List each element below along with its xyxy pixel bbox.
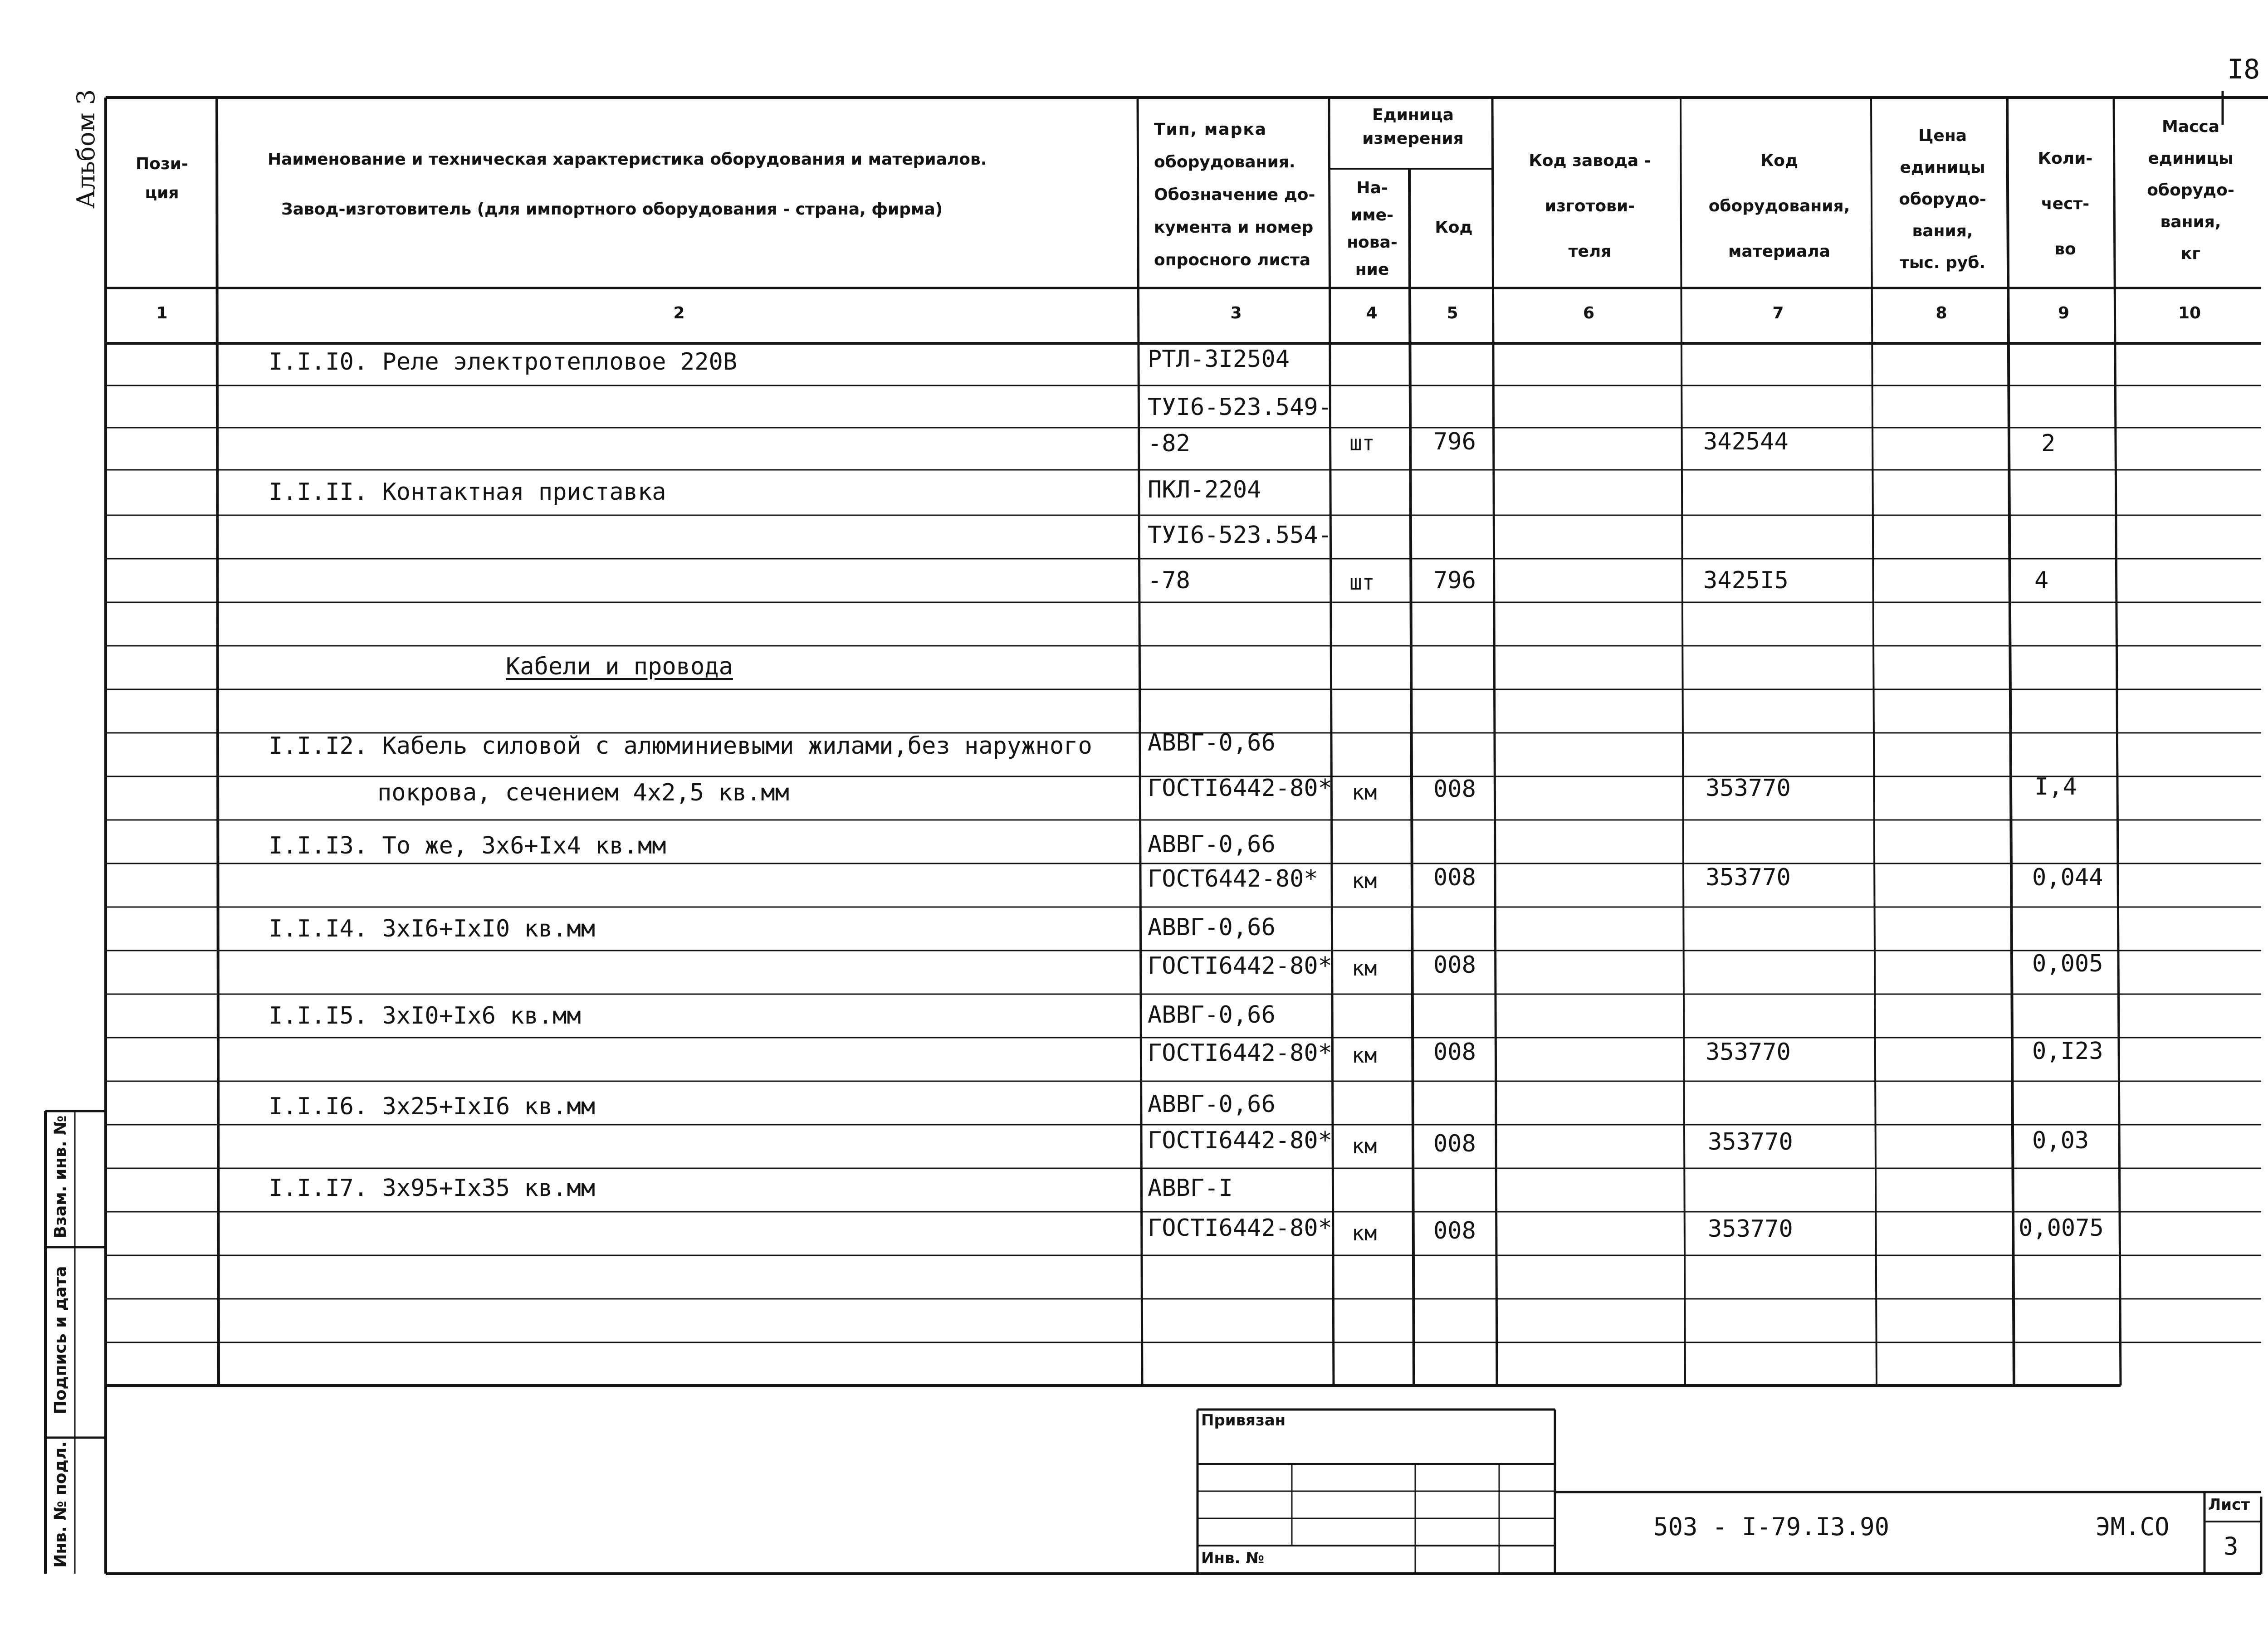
row-type: -78 [1148, 567, 1190, 594]
column-number: 10 [2178, 304, 2201, 322]
attached-label: Привязан [1201, 1411, 1286, 1429]
row-type: ГОСТ6442-80* [1148, 865, 1318, 893]
row-type: АВВГ-0,66 [1148, 831, 1276, 858]
row-quantity: I,4 [2034, 773, 2077, 800]
row-type: ТУI6-523.554- [1148, 522, 1332, 549]
header-unit-group: Единица измерения [1362, 106, 1464, 148]
row-name: I.I.I7. 3х95+Iх35 кв.мм [269, 1175, 596, 1202]
column-number: 6 [1583, 304, 1595, 322]
row-unit: км [1352, 1221, 1377, 1245]
sheet-number-top: I8 [2227, 54, 2260, 85]
sheet-label: Лист [2208, 1496, 2250, 1514]
row-unit: км [1352, 1043, 1377, 1068]
stamp-replace-inv: Взам. инв. № [51, 1115, 70, 1239]
row-material-code: 353770 [1706, 1039, 1791, 1066]
row-type: АВВГ-0,66 [1148, 1001, 1276, 1029]
row-name: I.I.I0. Реле электротепловое 220В [269, 348, 738, 376]
header-unit-code: Код [1435, 218, 1473, 237]
row-type: ГОСТI6442-80* [1148, 1039, 1332, 1067]
sheet-value: 3 [2224, 1532, 2239, 1561]
row-unit: шт [1349, 431, 1375, 455]
row-quantity: 4 [2034, 567, 2049, 594]
row-type: ГОСТI6442-80* [1148, 952, 1332, 980]
row-unit-code: 008 [1433, 951, 1476, 979]
row-unit-code: 796 [1433, 428, 1476, 455]
row-quantity: 0,I23 [2032, 1038, 2103, 1065]
row-material-code: 353770 [1708, 1215, 1793, 1243]
row-type: ГОСТI6442-80* [1148, 1215, 1332, 1242]
row-unit-code: 008 [1433, 776, 1476, 803]
row-quantity: 2 [2041, 430, 2056, 457]
row-material-code: 353770 [1706, 864, 1791, 891]
row-unit: км [1352, 1134, 1377, 1158]
document-code: 503 - I-79.I3.90 [1653, 1512, 1890, 1541]
row-material-code: 353770 [1708, 1128, 1793, 1156]
row-name: I.I.I3. То же, 3х6+Iх4 кв.мм [269, 832, 666, 859]
header-unit-name: На- име- нова- ние [1347, 179, 1398, 279]
column-number: 8 [1936, 304, 1947, 322]
section-title: Кабели и провода [506, 653, 733, 680]
header-price: Цена единицы оборудо- вания, тыс. руб. [1899, 127, 1986, 272]
column-number: 7 [1772, 304, 1784, 322]
album-label: Альбом 3 [72, 89, 100, 209]
column-number: 9 [2058, 304, 2070, 322]
row-type: АВВГ-0,66 [1148, 729, 1276, 756]
row-unit-code: 008 [1433, 1039, 1476, 1066]
column-number: 5 [1447, 304, 1458, 322]
row-type: ГОСТI6442-80* [1148, 775, 1332, 802]
row-type: РТЛ-3I2504 [1148, 346, 1290, 373]
column-number: 4 [1366, 304, 1378, 322]
row-unit: шт [1349, 570, 1375, 595]
row-unit-code: 008 [1433, 864, 1476, 891]
row-type: ПКЛ-2204 [1148, 476, 1261, 503]
row-quantity: 0,0075 [2019, 1215, 2104, 1242]
column-number: 1 [156, 304, 168, 322]
row-type: АВВГ-0,66 [1148, 914, 1276, 941]
header-quantity: Коли- чест- во [2038, 149, 2093, 259]
row-unit-code: 008 [1433, 1130, 1476, 1157]
row-unit: км [1352, 780, 1377, 805]
row-type: АВВГ-0,66 [1148, 1091, 1276, 1118]
row-name: I.I.I6. 3х25+IхI6 кв.мм [269, 1093, 596, 1120]
inventory-label: Инв. № [1201, 1549, 1265, 1567]
header-position: Пози- ция [136, 155, 188, 202]
row-type: АВВГ-I [1148, 1175, 1233, 1202]
row-type: ТУI6-523.549- [1148, 394, 1332, 421]
row-material-code: 342544 [1703, 428, 1789, 455]
stamp-original-inv: Инв. № подл. [51, 1441, 70, 1568]
row-material-code: 353770 [1706, 775, 1791, 802]
header-mass: Масса единицы оборудо- вания, кг [2147, 117, 2234, 263]
column-number: 2 [673, 304, 685, 322]
row-unit: км [1352, 956, 1377, 980]
row-name-continuation: покрова, сечением 4х2,5 кв.мм [377, 779, 789, 806]
header-type: Тип, марка оборудования. Обозначение до- кумента и номер опросного листа [1154, 120, 1315, 269]
row-name: I.I.I4. 3хI6+IхI0 кв.мм [269, 915, 596, 942]
row-type: ГОСТI6442-80* [1148, 1127, 1332, 1154]
row-unit-code: 008 [1433, 1217, 1476, 1244]
column-number: 3 [1230, 304, 1242, 322]
section-code: ЭМ.СО [2096, 1512, 2170, 1541]
row-unit-code: 796 [1433, 567, 1476, 594]
row-name: I.I.I5. 3хI0+Iх6 кв.мм [269, 1002, 581, 1029]
row-quantity: 0,005 [2032, 950, 2103, 977]
row-name: I.I.I2. Кабель силовой с алюминиевыми жилами,без наружного [269, 732, 1092, 760]
row-material-code: 3425I5 [1703, 567, 1789, 594]
header-plant-code: Код завода - изготови- теля [1529, 151, 1651, 261]
stamp-signature-date: Подпись и дата [51, 1266, 70, 1415]
row-quantity: 0,03 [2032, 1127, 2089, 1154]
row-type: -82 [1148, 430, 1190, 457]
header-material-code: Код оборудования, материала [1708, 151, 1850, 261]
row-name: I.I.II. Контактная приставка [269, 478, 666, 506]
header-name: Наименование и техническая характеристика оборудования и материалов. Завод-изготовитель (для импортного оборудования - страна, фирма) [268, 150, 987, 219]
row-unit: км [1352, 868, 1377, 893]
row-quantity: 0,044 [2032, 864, 2103, 891]
